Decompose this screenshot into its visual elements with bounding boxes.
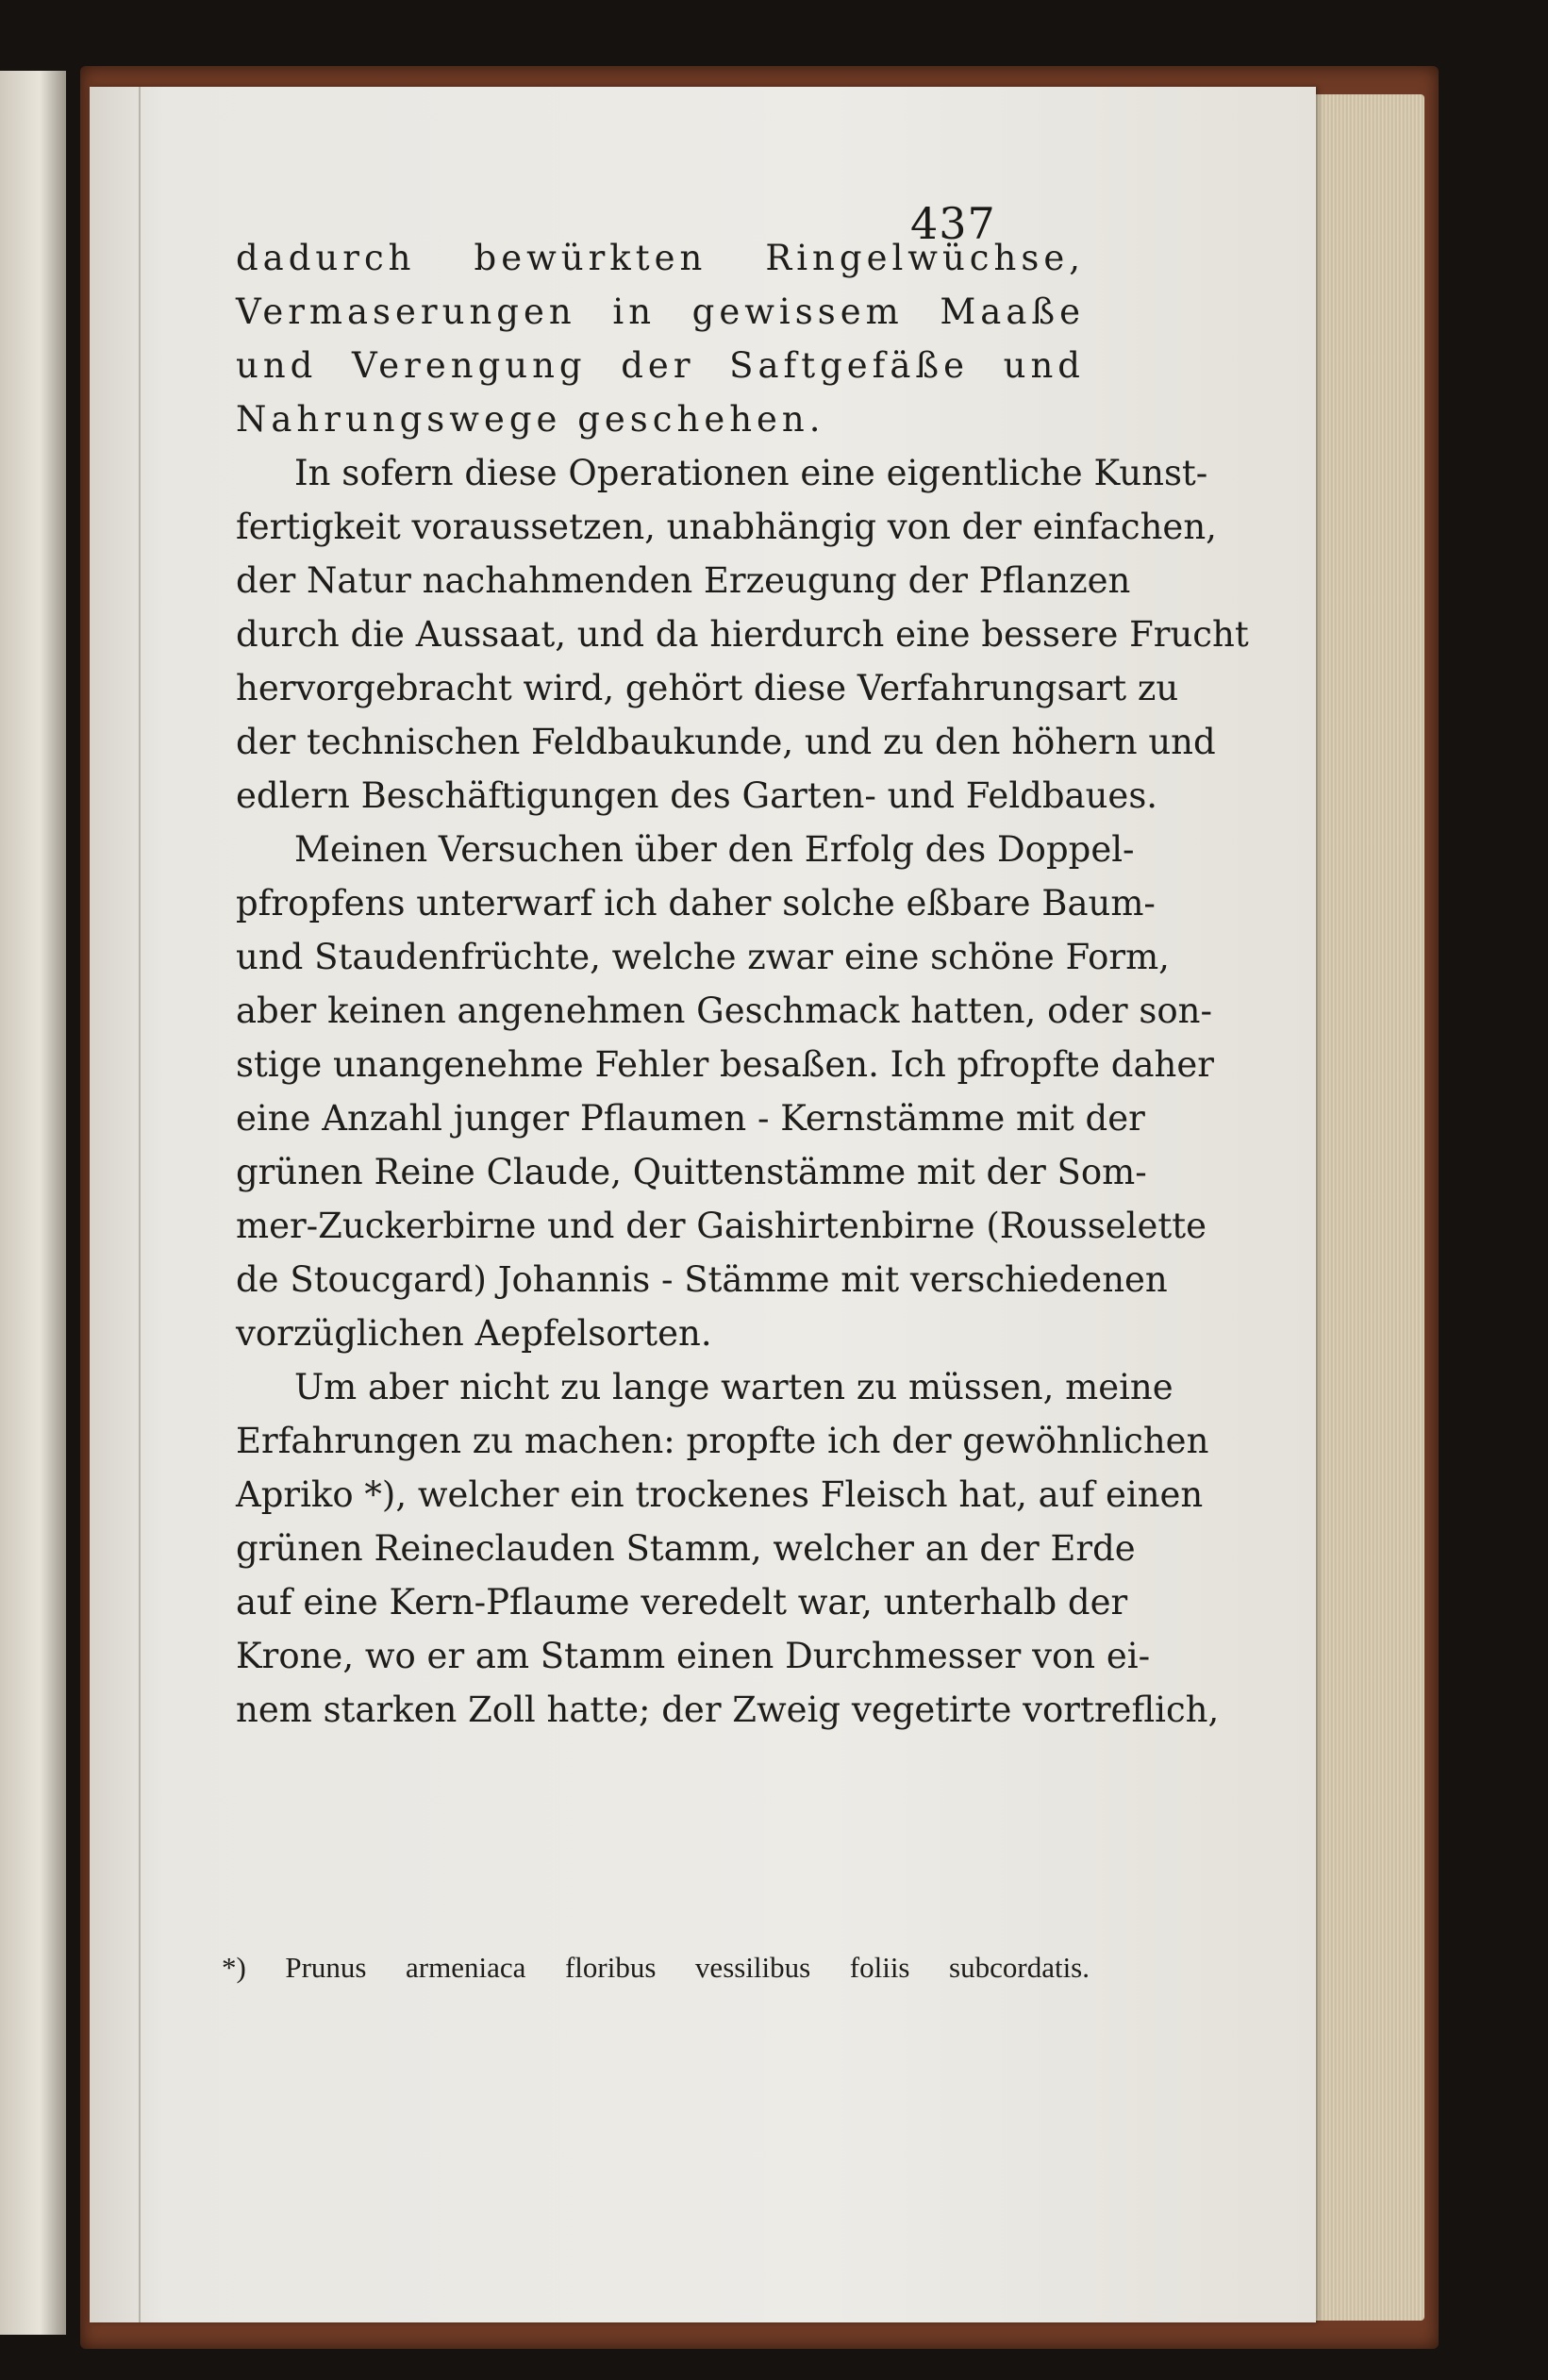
text-line: nem starken Zoll hatte; der Zweig vegetirte vortreflich,: [236, 1689, 1220, 1730]
facing-page-edge: [0, 71, 66, 2335]
text-line: Vermaserungen in gewissem Maaße: [236, 291, 1085, 332]
text-line: eine Anzahl junger Pflaumen - Kernstämme mit der: [236, 1098, 1145, 1139]
text-line: und Verengung der Saftgefäße und: [236, 345, 1085, 386]
text-line: edlern Beschäftigungen des Garten- und Feldbaues.: [236, 775, 1158, 816]
page-block-edges: [1311, 94, 1424, 2321]
text-line: Erfahrungen zu machen: propfte ich der gewöhnlichen: [236, 1421, 1209, 1461]
text-line: der Natur nachahmenden Erzeugung der Pflanzen: [236, 560, 1131, 601]
footnote: *) Prunus armeniaca floribus vessilibus foliis subcordatis.: [222, 1951, 1090, 1984]
text-line: der technischen Feldbaukunde, und zu den höhern und: [236, 722, 1216, 762]
text-line: Nahrungswege geschehen.: [236, 399, 825, 440]
page-number: 437: [910, 198, 996, 249]
text-line: dadurch bewürkten Ringelwüchse,: [236, 238, 1085, 278]
body-text: [236, 231, 1249, 1737]
text-line: fertigkeit voraussetzen, unabhängig von der einfachen,: [236, 507, 1217, 547]
gutter-line: [139, 87, 141, 2322]
text-line: auf eine Kern-Pflaume veredelt war, unterhalb der: [236, 1582, 1128, 1623]
text-line: In sofern diese Operationen eine eigentliche Kunst-: [294, 453, 1208, 493]
text-line: Krone, wo er am Stamm einen Durchmesser von ei-: [236, 1636, 1151, 1676]
text-line: Meinen Versuchen über den Erfolg des Doppel-: [294, 829, 1135, 870]
text-line: Apriko *), welcher ein trockenes Fleisch hat, auf einen: [236, 1474, 1204, 1515]
text-line: aber keinen angenehmen Geschmack hatten, oder son-: [236, 990, 1212, 1031]
text-line: und Staudenfrüchte, welche zwar eine schöne Form,: [236, 937, 1170, 977]
text-line: stige unangenehme Fehler besaßen. Ich pfropfte daher: [236, 1044, 1214, 1085]
text-line: mer-Zuckerbirne und der Gaishirtenbirne (Rousselette: [236, 1206, 1207, 1246]
text-line: hervorgebracht wird, gehört diese Verfahrungsart zu: [236, 668, 1179, 708]
text-line: de Stoucgard) Johannis - Stämme mit verschiedenen: [236, 1259, 1168, 1300]
text-line: grünen Reine Claude, Quittenstämme mit der Som-: [236, 1152, 1147, 1192]
text-line: Um aber nicht zu lange warten zu müssen, meine: [294, 1367, 1173, 1407]
text-line: durch die Aussaat, und da hierdurch eine bessere Frucht: [236, 614, 1249, 655]
text-line: vorzüglichen Aepfelsorten.: [236, 1313, 712, 1354]
text-line: pfropfens unterwarf ich daher solche eßbare Baum-: [236, 883, 1156, 924]
text-line: grünen Reineclauden Stamm, welcher an der Erde: [236, 1528, 1136, 1569]
